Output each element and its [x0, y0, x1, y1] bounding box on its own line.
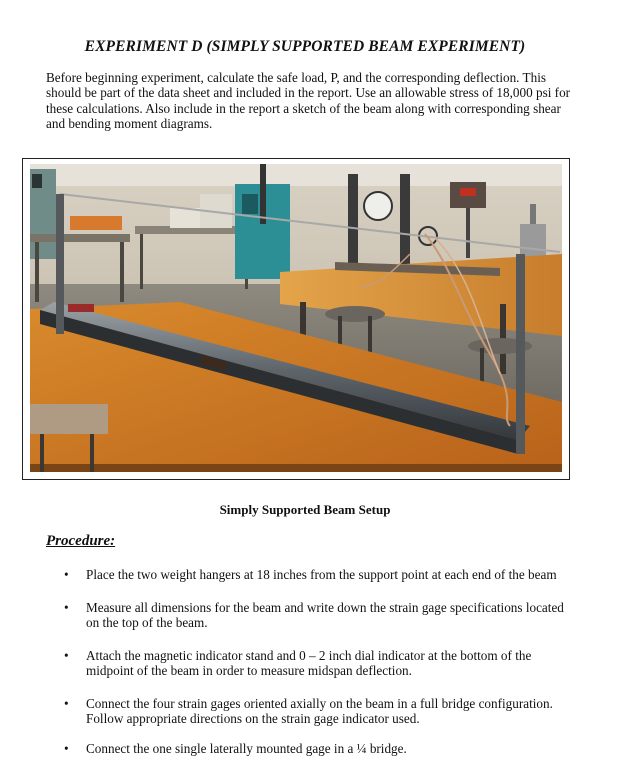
bullet-marker: • [64, 567, 69, 582]
intro-paragraph: Before beginning experiment, calculate the safe load, P, and the corresponding deflection. This should be part of the data sheet and included in the report. Use an allowable stress of 18,000 psi for these calculations. Also include in the report a sketch of the beam along with corresponding shear and bending moment diagrams. [46, 70, 571, 132]
procedure-step [64, 648, 574, 678]
procedure-step [64, 567, 574, 582]
procedure-step-text: Connect the four strain gages oriented axially on the beam in a full bridge configuration. Follow appropriate directions on the strain gage indicator used. [86, 696, 553, 727]
procedure-step [64, 696, 574, 726]
beam-setup-photo [30, 164, 562, 472]
bullet-marker: • [64, 600, 69, 615]
procedure-heading: Procedure: [46, 533, 116, 549]
procedure-step-text: Place the two weight hangers at 18 inches from the support point at each end of the beam [86, 567, 557, 582]
procedure-step-text: Connect the one single laterally mounted gage in a ¼ bridge. [86, 741, 407, 756]
figure-frame [22, 158, 570, 480]
procedure-step [64, 741, 574, 756]
bullet-marker: • [64, 741, 69, 756]
document-title: EXPERIMENT D (SIMPLY SUPPORTED BEAM EXPERIMENT) [84, 38, 526, 55]
bullet-marker: • [64, 648, 69, 663]
procedure-step-text: Attach the magnetic indicator stand and 0 – 2 inch dial indicator at the bottom of the midpoint of the beam in order to measure midspan deflection. [86, 648, 532, 679]
bullet-marker: • [64, 696, 69, 711]
procedure-step-text: Measure all dimensions for the beam and write down the strain gage specifications located on the top of the beam. [86, 600, 564, 631]
figure-caption: Simply Supported Beam Setup [219, 502, 391, 517]
procedure-step [64, 600, 574, 630]
